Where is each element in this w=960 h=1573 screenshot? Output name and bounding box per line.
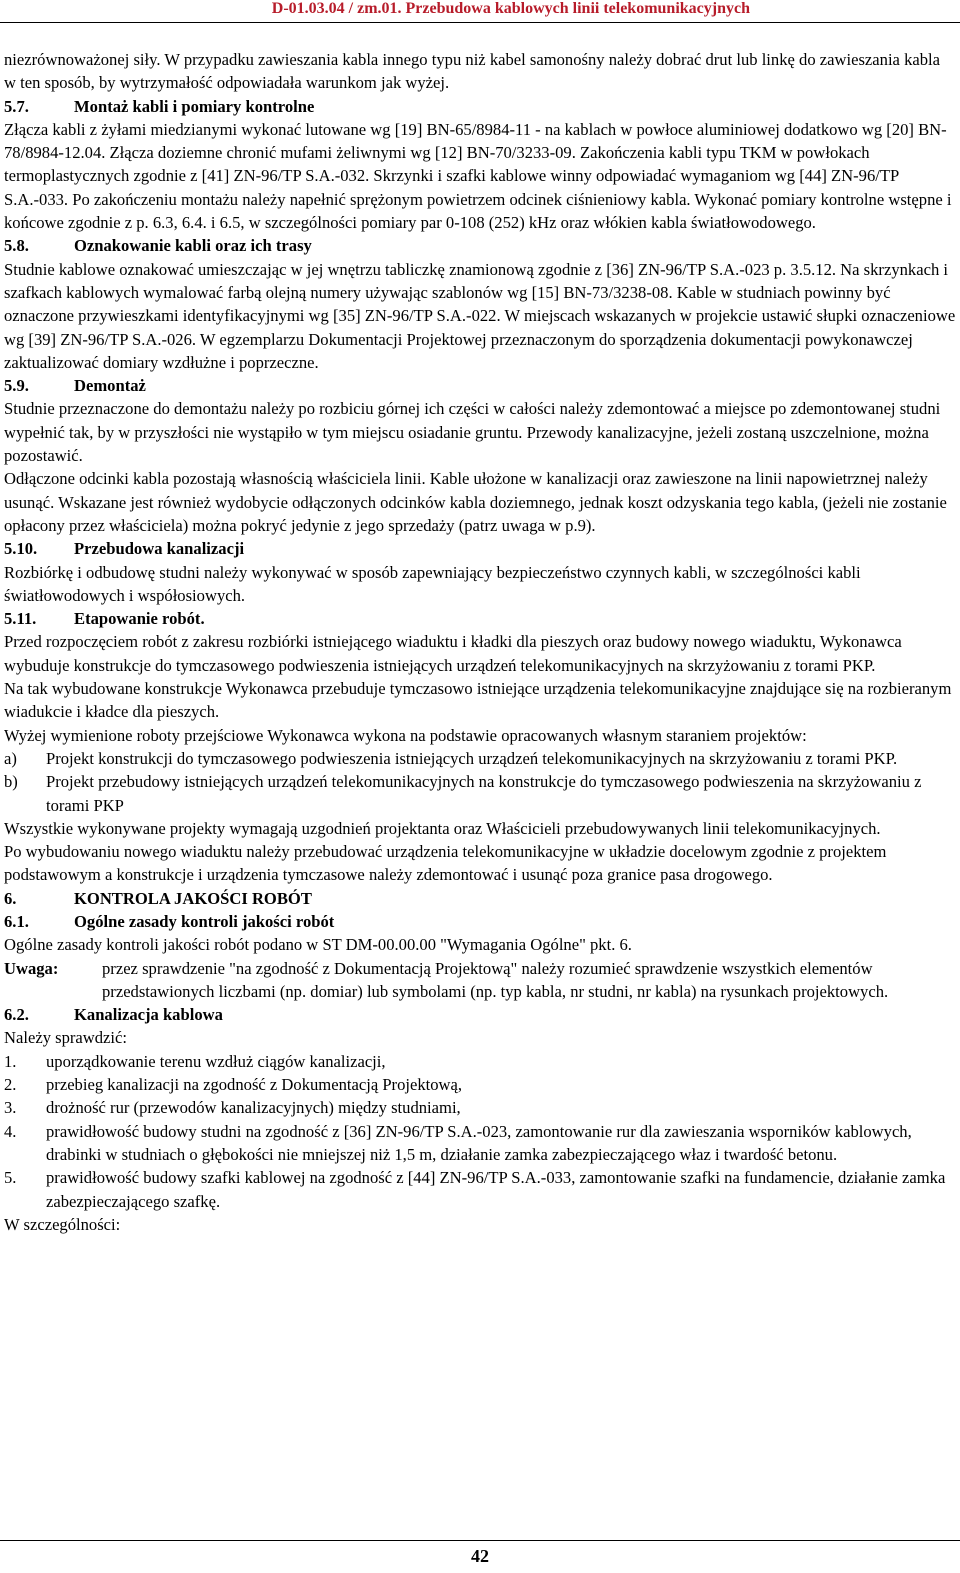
section-heading-5-8: 5.8. Oznakowanie kabli oraz ich trasy xyxy=(4,236,312,256)
section-heading-6-1: 6.1. Ogólne zasady kontroli jakości robót xyxy=(4,911,335,931)
note-text: przez sprawdzenie "na zgodność z Dokumentacją Projektową" należy rozumieć sprawdzenie wszystkich elementów przedstawionych liczbami (np. domiar) lub symbolami (np. typ kabla, nr studni, nr kabla) na rysunkach projektowych. xyxy=(102,958,889,1001)
footer-rule xyxy=(0,1540,960,1541)
paragraph: Przed rozpoczęciem robót z zakresu rozbiórki istniejącego wiaduktu i kładki dla pieszych oraz budowy nowego wiaduktu, Wykonawca wybuduje konstrukcje do tymczasowego podwieszenia istniejących urządzeń telekomunikacyjnych na skrzyżowaniu z torami PKP. xyxy=(4,632,902,675)
paragraph: Rozbiórkę i odbudowę studni należy wykonywać w sposób zapewniający bezpieczeństwo czynnych kabli, w szczególności kabli światłowodowych i współosiowych. xyxy=(4,562,861,605)
list-item: 3. drożność rur (przewodów kanalizacyjnych) między studniami, xyxy=(4,1098,461,1118)
header-rule xyxy=(0,22,960,23)
list-item: a) Projekt konstrukcji do tymczasowego podwieszenia istniejących urządzeń telekomunikacyjnych na skrzyżowaniu z torami PKP. xyxy=(4,748,898,768)
header-title: D-01.03.04 / zm.01. Przebudowa kablowych linii telekomunikacyjnych xyxy=(271,0,750,17)
page-header xyxy=(0,0,960,24)
paragraph: Odłączone odcinki kabla pozostają własnością właściciela linii. Kable ułożone w kanalizacji oraz zawieszone na linii napowietrznej należy usunąć. Wskazane jest również wydobycie odłączonych odcinków kabla doziemnego, jednak koszt odzyskania tego kabla, (jeżeli nie zostanie opłacony przez właściciela) można pokryć jedynie z jego sprzedaży (patrz uwaga w p.9). xyxy=(4,469,947,535)
list-item: b) Projekt przebudowy istniejących urządzeń telekomunikacyjnych na konstrukcje do tymczasowego podwieszenia na skrzyżowaniu z torami PKP xyxy=(4,772,922,815)
section-heading-5-7: 5.7. Montaż kabli i pomiary kontrolne xyxy=(4,96,315,116)
paragraph: Na tak wybudowane konstrukcje Wykonawca przebuduje tymczasowo istniejące urządzenia telekomunikacyjne znajdujące się na rozbieranym wiadukcie i kładce dla pieszych. xyxy=(4,679,952,722)
paragraph: niezrównoważonej siły. W przypadku zawieszania kabla innego typu niż kabel samonośny należy dobrać drut lub linkę do zawieszania kabla w ten sposób, by wytrzymałość odpowiadała warunkom jak wyżej. xyxy=(4,50,940,93)
paragraph: Studnie kablowe oznakować umieszczając w jej wnętrzu tabliczkę znamionową zgodnie z [36] ZN-96/TP S.A.-023 p. 3.5.12. Na skrzynkach i szafkach kablowych wymalować farbą olejną numery używając szablonów wg [15] BN-73/3238-08. Kable w studniach powinny być oznaczone przywieszkami identyfikacyjnymi wg [35] ZN-96/TP S.A.-022. W miejscach wskazanych w projekcie ustawić słupki oznaczeniowe wg [39] ZN-96/TP S.A.-026. W egzemplarzu Dokumentacji Projektowej przeznaczonym do sporządzenia dokumentacji powykonawczej zaktualizować domiary wzdłużne i poprzeczne. xyxy=(4,259,956,372)
section-heading-5-10: 5.10. Przebudowa kanalizacji xyxy=(4,539,245,559)
section-heading-5-9: 5.9. Demontaż xyxy=(4,376,146,396)
list-item: 4. prawidłowość budowy studni na zgodność z [36] ZN-96/TP S.A.-023, zamontowanie rur dla zawieszania wsporników kablowych, drabinki w studniach o głębokości nie mniejszej niż 1,5 m, działanie zamka zabezpieczającego właz i twardość betonu. xyxy=(4,1121,912,1164)
list-item: 1. uporządkowanie terenu wzdłuż ciągów kanalizacji, xyxy=(4,1051,386,1071)
document-body xyxy=(4,48,956,1236)
paragraph: Ogólne zasady kontroli jakości robót podano w ST DM-00.00.00 "Wymagania Ogólne" pkt. 6. xyxy=(4,935,632,955)
list-item: 5. prawidłowość budowy szafki kablowej na zgodność z [44] ZN-96/TP S.A.-033, zamontowanie szafki na fundamencie, działanie zamka zabezpieczającego szafkę. xyxy=(4,1168,946,1211)
paragraph: Złącza kabli z żyłami miedzianymi wykonać lutowane wg [19] BN-65/8984-11 - na kablach w powłoce aluminiowej dodatkowo wg [20] BN-78/8984-12.04. Złącza doziemne chronić mufami żeliwnymi wg [12] BN-70/3233-09. Zakończenia kabli typu TKM w powłokach termoplastycznych zgodnie z [41] ZN-96/TP S.A.-032. Skrzynki i szafki kablowe winny odpowiadać wymaganiom wg [44] ZN-96/TP S.A.-033. Po zakończeniu montażu należy napełnić sprężonym powietrzem odcinek ciśnieniowy kabla. Wykonać pomiary kontrolne wstępne i końcowe zgodnie z p. 6.3, 6.4. i 6.5, w szczególności pomiary par 0-108 (252) kHz oraz włókien kabla światłowodowego. xyxy=(4,119,952,233)
section-heading-6: 6. KONTROLA JAKOŚCI ROBÓT xyxy=(4,888,312,908)
section-heading-5-11: 5.11. Etapowanie robót. xyxy=(4,609,205,629)
paragraph: Wyżej wymienione roboty przejściowe Wykonawca wykona na podstawie opracowanych własnym staraniem projektów: xyxy=(4,725,807,745)
paragraph: Należy sprawdzić: xyxy=(4,1028,128,1048)
section-heading-6-2: 6.2. Kanalizacja kablowa xyxy=(4,1005,223,1025)
paragraph: Studnie przeznaczone do demontażu należy po rozbiciu górnej ich części w całości należy zdemontować a miejsce po zdemontowanej studni wypełnić tak, by w przyszłości nie wystąpiło w tym miejscu osiadanie gruntu. Przewody kanalizacyjne, jeżeli zostaną uszczelnione, można pozostawić. xyxy=(4,399,941,466)
paragraph: Wszystkie wykonywane projekty wymagają uzgodnień projektanta oraz Właścicieli przebudowywanych linii telekomunikacyjnych. xyxy=(4,818,881,838)
paragraph: W szczególności: xyxy=(4,1214,121,1234)
list-item: 2. przebieg kanalizacji na zgodność z Dokumentacją Projektową, xyxy=(4,1075,463,1095)
page-number: 42 xyxy=(471,1546,489,1566)
note-label: Uwaga: xyxy=(4,958,59,978)
paragraph: Po wybudowaniu nowego wiaduktu należy przebudować urządzenia telekomunikacyjne w układzie docelowym zgodnie z projektem podstawowym a konstrukcje i urządzenia tymczasowe należy zdemontować i usunąć poza granice pasa drogowego. xyxy=(4,842,887,885)
note xyxy=(4,957,956,1004)
